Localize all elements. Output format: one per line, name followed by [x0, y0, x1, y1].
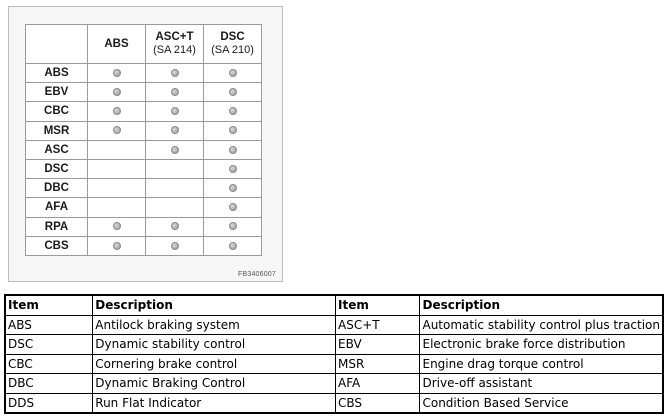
matrix-cell: [146, 236, 204, 255]
availability-dot-icon: [229, 88, 237, 96]
availability-dot-icon: [113, 69, 121, 77]
legend-body: [5, 315, 663, 413]
legend-item-code: DSC: [5, 335, 93, 355]
availability-dot-icon: [229, 69, 237, 77]
matrix-row: [26, 179, 262, 198]
matrix-row-label: DSC: [26, 159, 88, 178]
matrix-cell: [204, 217, 262, 236]
matrix-row: [26, 217, 262, 236]
availability-dot-icon: [113, 222, 121, 230]
matrix-cell: [204, 64, 262, 83]
matrix-row-label: RPA: [26, 217, 88, 236]
column-sublabel: (SA 214): [153, 44, 196, 56]
matrix-row: [26, 102, 262, 121]
legend-row: [5, 354, 663, 374]
legend-header-row: [5, 295, 663, 315]
column-label: ASC+T: [155, 31, 194, 43]
matrix-row-label: EBV: [26, 83, 88, 102]
availability-dot-icon: [229, 146, 237, 154]
system-matrix-figure: [8, 6, 283, 282]
figure-id: FB3406007: [238, 271, 276, 278]
matrix-column-header: [204, 25, 262, 64]
matrix-cell: [204, 198, 262, 217]
legend-item-description: Dynamic Braking Control: [93, 374, 336, 394]
legend-item-description: Engine drag torque control: [420, 354, 663, 374]
matrix-cell: [88, 159, 146, 178]
availability-dot-icon: [171, 126, 179, 134]
legend-item-description: Drive-off assistant: [420, 374, 663, 394]
legend-header-description: Description: [93, 295, 336, 315]
matrix-cell: [204, 236, 262, 255]
column-sublabel: (SA 210): [211, 44, 254, 56]
matrix-row-label: ABS: [26, 64, 88, 83]
legend-item-description: Antilock braking system: [93, 315, 336, 335]
legend-item-description: Electronic brake force distribution: [420, 335, 663, 355]
matrix-cell: [204, 179, 262, 198]
legend-item-description: Dynamic stability control: [93, 335, 336, 355]
legend-item-code: AFA: [336, 374, 420, 394]
legend-item-description: Automatic stability control plus traction: [420, 315, 663, 335]
system-matrix-table: [25, 24, 262, 256]
availability-dot-icon: [229, 165, 237, 173]
legend-item-code: CBS: [336, 393, 420, 413]
matrix-cell: [88, 217, 146, 236]
availability-dot-icon: [113, 242, 121, 250]
availability-dot-icon: [171, 69, 179, 77]
matrix-corner-cell: [26, 25, 88, 64]
legend-item-code: ABS: [5, 315, 93, 335]
matrix-cell: [146, 179, 204, 198]
matrix-row-label: AFA: [26, 198, 88, 217]
matrix-cell: [88, 64, 146, 83]
matrix-cell: [146, 102, 204, 121]
matrix-row: [26, 159, 262, 178]
matrix-row: [26, 64, 262, 83]
matrix-cell: [146, 121, 204, 140]
availability-dot-icon: [113, 126, 121, 134]
matrix-cell: [88, 121, 146, 140]
availability-dot-icon: [229, 203, 237, 211]
availability-dot-icon: [171, 146, 179, 154]
matrix-cell: [146, 64, 204, 83]
availability-dot-icon: [229, 242, 237, 250]
legend-header-item: Item: [5, 295, 93, 315]
matrix-cell: [204, 83, 262, 102]
matrix-row: [26, 83, 262, 102]
matrix-row-label: MSR: [26, 121, 88, 140]
matrix-cell: [88, 83, 146, 102]
matrix-cell: [146, 83, 204, 102]
matrix-row: [26, 121, 262, 140]
matrix-cell: [146, 198, 204, 217]
matrix-cell: [146, 159, 204, 178]
matrix-header-row: [26, 25, 262, 64]
matrix-column-header: [88, 25, 146, 64]
matrix-row-label: CBC: [26, 102, 88, 121]
matrix-cell: [146, 217, 204, 236]
availability-dot-icon: [171, 222, 179, 230]
matrix-row-label: CBS: [26, 236, 88, 255]
availability-dot-icon: [229, 184, 237, 192]
matrix-cell: [88, 102, 146, 121]
legend-header-item: Item: [336, 295, 420, 315]
availability-dot-icon: [171, 107, 179, 115]
matrix-cell: [204, 159, 262, 178]
availability-dot-icon: [229, 222, 237, 230]
matrix-cell: [146, 140, 204, 159]
matrix-cell: [204, 140, 262, 159]
availability-dot-icon: [229, 107, 237, 115]
matrix-row-label: DBC: [26, 179, 88, 198]
column-label: DSC: [220, 31, 245, 43]
matrix-row: [26, 236, 262, 255]
legend-item-code: EBV: [336, 335, 420, 355]
availability-dot-icon: [171, 242, 179, 250]
legend-row: [5, 315, 663, 335]
matrix-row-label: ASC: [26, 140, 88, 159]
matrix-cell: [88, 198, 146, 217]
matrix-body: [26, 64, 262, 256]
matrix-cell: [88, 140, 146, 159]
availability-dot-icon: [229, 126, 237, 134]
legend-item-code: ASC+T: [336, 315, 420, 335]
column-label: ABS: [104, 37, 129, 50]
availability-dot-icon: [113, 88, 121, 96]
matrix-column-header: [146, 25, 204, 64]
legend-item-code: MSR: [336, 354, 420, 374]
matrix-row: [26, 198, 262, 217]
legend-row: [5, 393, 663, 413]
availability-dot-icon: [113, 107, 121, 115]
matrix-row: [26, 140, 262, 159]
matrix-cell: [88, 236, 146, 255]
matrix-cell: [204, 121, 262, 140]
matrix-cell: [88, 179, 146, 198]
matrix-cell: [204, 102, 262, 121]
legend-item-code: CBC: [5, 354, 93, 374]
legend-header-description: Description: [420, 295, 663, 315]
legend-item-code: DBC: [5, 374, 93, 394]
legend-item-description: Run Flat Indicator: [93, 393, 336, 413]
legend-item-code: DDS: [5, 393, 93, 413]
legend-row: [5, 374, 663, 394]
abbreviation-legend-table: [4, 294, 664, 414]
availability-dot-icon: [171, 88, 179, 96]
legend-item-description: Cornering brake control: [93, 354, 336, 374]
legend-item-description: Condition Based Service: [420, 393, 663, 413]
legend-row: [5, 335, 663, 355]
